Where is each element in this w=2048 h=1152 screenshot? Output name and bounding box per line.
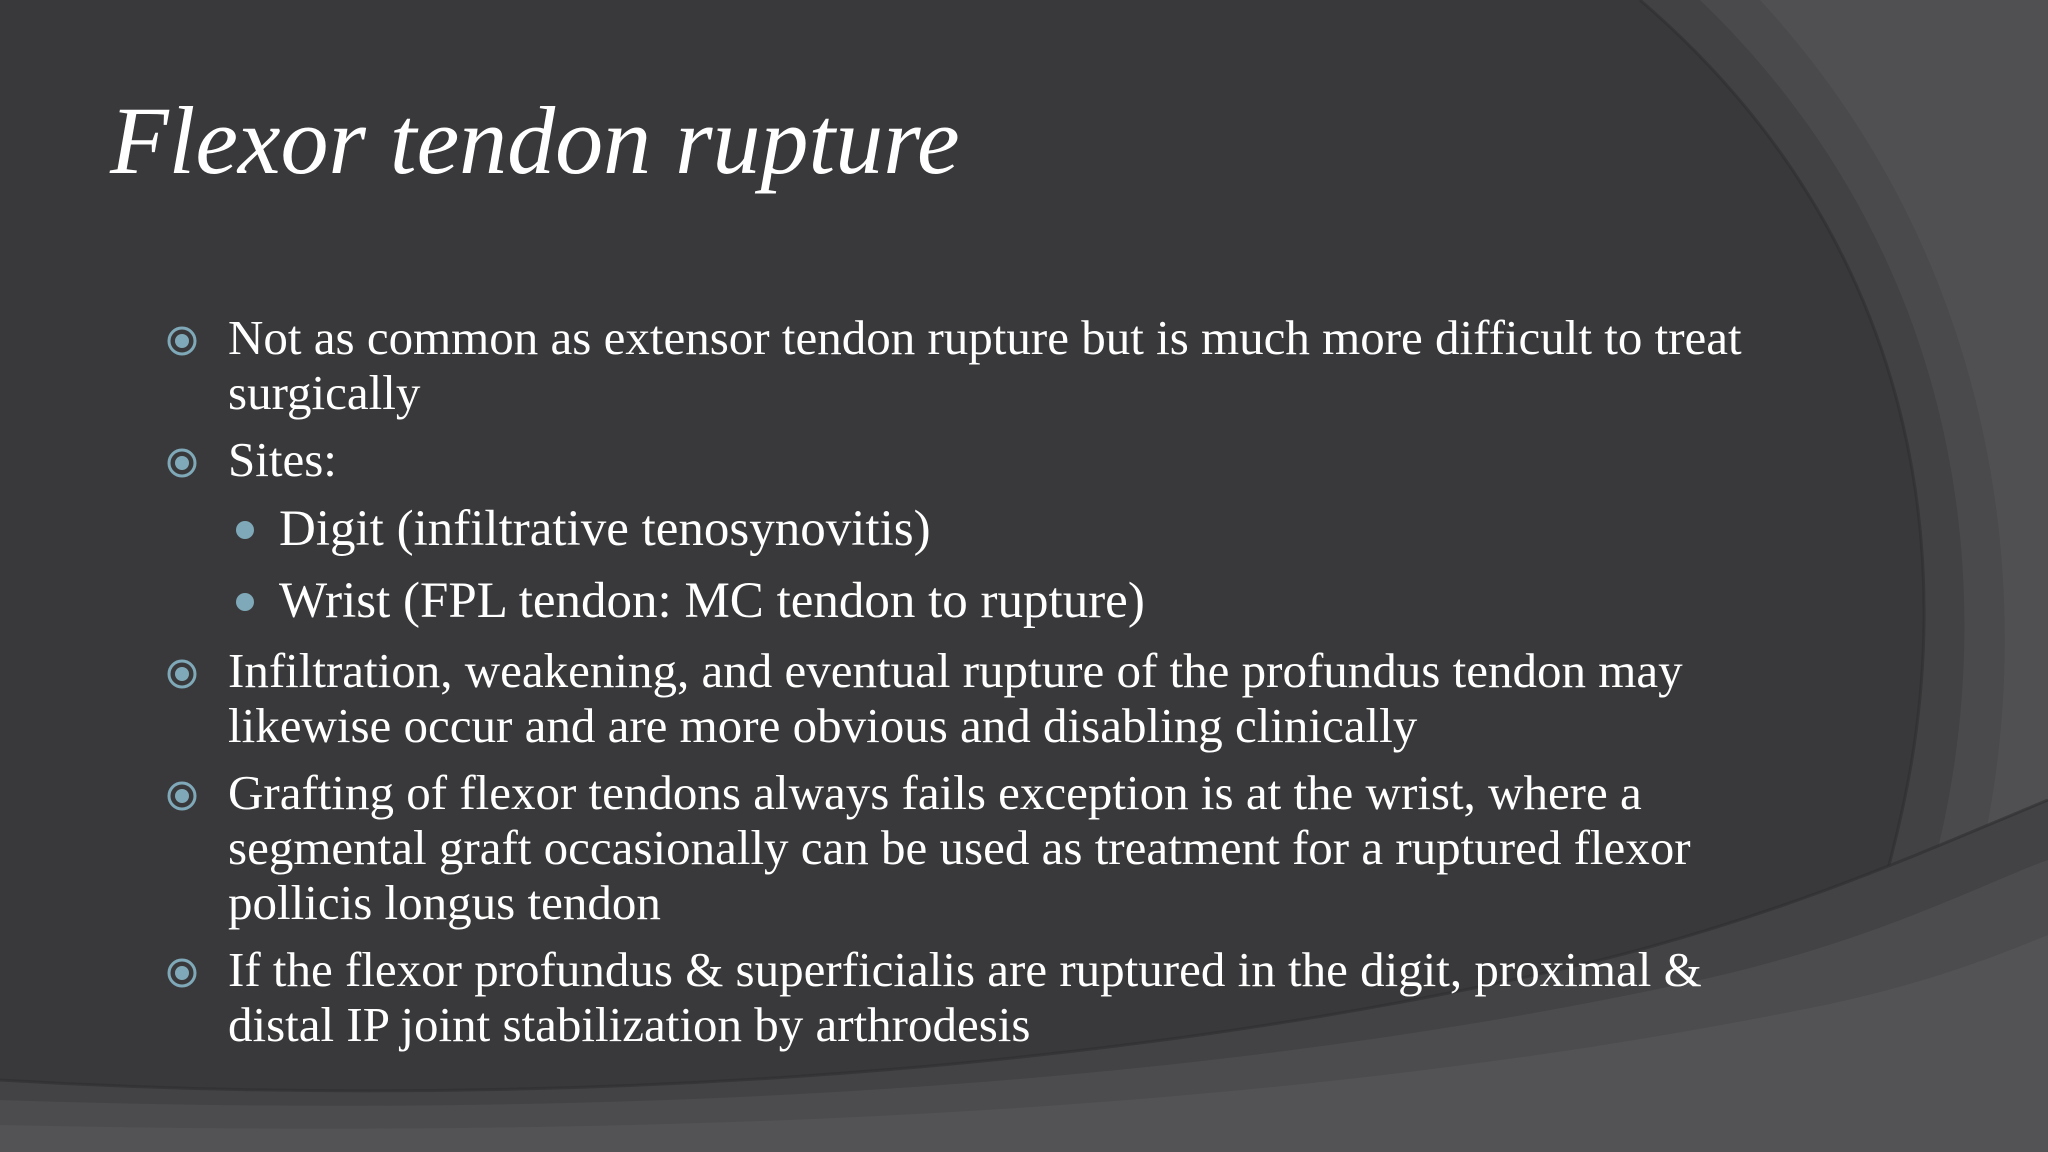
sub-bullet-item bbox=[160, 571, 1800, 631]
bullet-text: If the flexor profundus & superficialis are ruptured in the digit, proximal & distal IP joint stabilization by arthrodesis bbox=[228, 942, 1702, 1052]
dot-icon bbox=[236, 593, 254, 611]
bullet-list bbox=[160, 310, 1800, 1064]
bullet-text: Not as common as extensor tendon rupture but is much more difficult to treat surgically bbox=[228, 310, 1742, 420]
dot-icon bbox=[236, 521, 254, 539]
bullet-text: Infiltration, weakening, and eventual rupture of the profundus tendon may likewise occur and are more obvious and disabling clinically bbox=[228, 643, 1683, 753]
sub-bullet-text: Digit (infiltrative tenosynovitis) bbox=[279, 501, 931, 557]
circled-dot-icon bbox=[166, 325, 198, 357]
bullet-item bbox=[160, 432, 1800, 487]
circled-dot-icon bbox=[166, 658, 198, 690]
bullet-item bbox=[160, 643, 1800, 753]
sub-bullet-item bbox=[160, 499, 1800, 559]
bullet-item bbox=[160, 942, 1800, 1052]
bullet-item bbox=[160, 765, 1800, 930]
circled-dot-icon bbox=[166, 447, 198, 479]
bullet-text: Grafting of flexor tendons always fails exception is at the wrist, where a segmental graft occasionally can be used as treatment for a ruptured flexor pollicis longus tendon bbox=[228, 765, 1691, 930]
bullet-text: Sites: bbox=[228, 432, 337, 487]
bullet-item bbox=[160, 310, 1800, 420]
sub-bullet-text: Wrist (FPL tendon: MC tendon to rupture) bbox=[279, 573, 1145, 629]
circled-dot-icon bbox=[166, 957, 198, 989]
slide-title: Flexor tendon rupture bbox=[110, 87, 960, 194]
circled-dot-icon bbox=[166, 780, 198, 812]
